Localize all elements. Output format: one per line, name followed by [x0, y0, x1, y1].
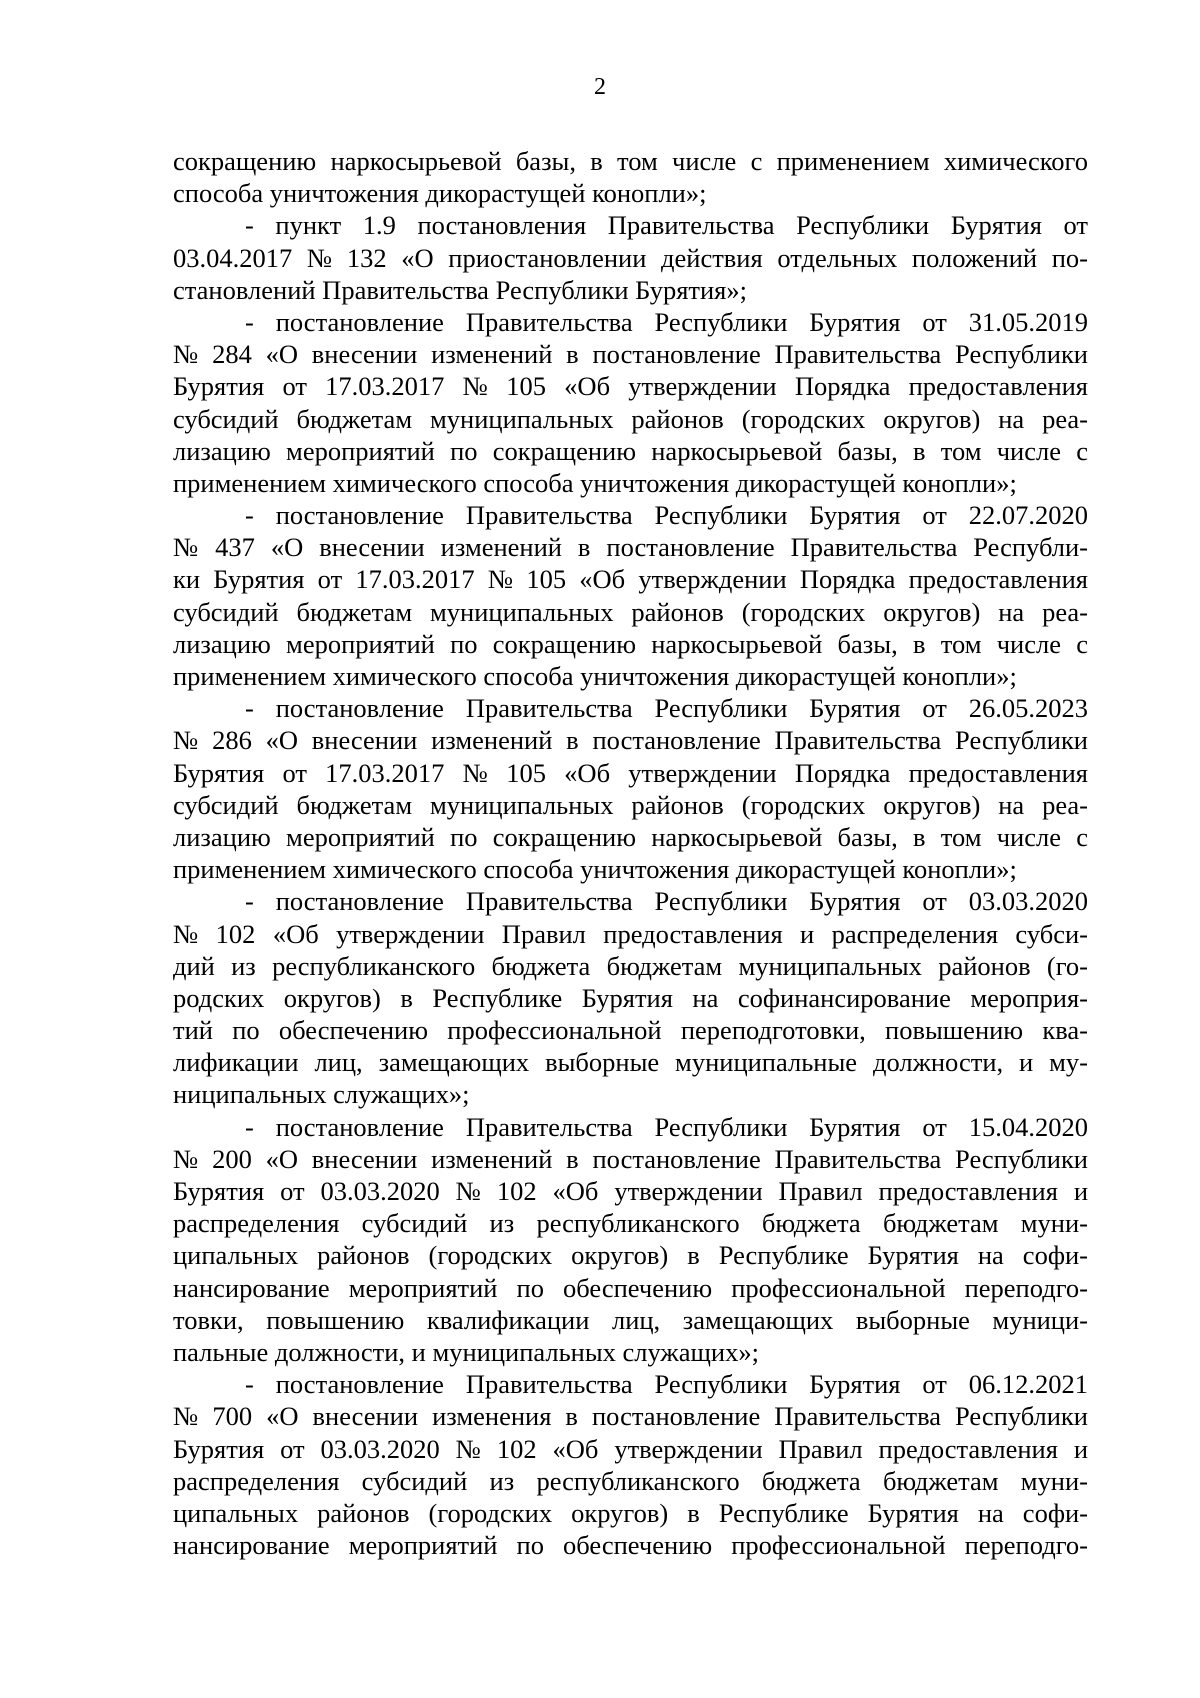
text-line: № 284 «О внесении изменений в постановление Правительства Республики [173, 339, 1088, 370]
text-line: субсидий бюджетам муниципальных районов (городских округов) на реа- [173, 403, 1088, 434]
text-line: субсидий бюджетам муниципальных районов (городских округов) на реа- [173, 789, 1088, 820]
text-line: распределения субсидий из республиканского бюджета бюджетам муни- [173, 1465, 1088, 1496]
list-item-start: - постановление Правительства Республики Бурятия от 03.03.2020 [245, 886, 1088, 917]
text-line: ципальных районов (городских округов) в Республике Бурятия на софи- [173, 1240, 1088, 1271]
text-line: № 437 «О внесении изменений в постановление Правительства Республи- [173, 532, 1088, 563]
text-line: Бурятия от 17.03.2017 № 105 «Об утверждении Порядка предоставления [173, 757, 1088, 788]
text-line: сокращению наркосырьевой базы, в том числе с применением химического [173, 146, 1088, 176]
page-number: 2 [594, 74, 606, 100]
text-line: № 200 «О внесении изменений в постановление Правительства Республики [173, 1143, 1088, 1174]
text-line: ципальных районов (городских округов) в Республике Бурятия на софи- [173, 1497, 1088, 1528]
text-line: товки, повышению квалификации лиц, замещающих выборные муници- [173, 1304, 1088, 1335]
text-line: № 102 «Об утверждении Правил предоставления и распределения субси- [173, 918, 1088, 949]
text-line: Бурятия от 03.03.2020 № 102 «Об утверждении Правил предоставления и [173, 1433, 1088, 1464]
text-line: Бурятия от 03.03.2020 № 102 «Об утверждении Правил предоставления и [173, 1176, 1088, 1206]
text-line: лизацию мероприятий по сокращению наркосырьевой базы, в том числе с [173, 821, 1088, 852]
text-line: нансирование мероприятий по обеспечению профессиональной переподго- [173, 1530, 1088, 1561]
text-line: применением химического способа уничтожения дикорастущей конопли»; [173, 854, 1017, 885]
text-line: лификации лиц, замещающих выборные муниципальные должности, и му- [173, 1047, 1088, 1078]
text-line: лизацию мероприятий по сокращению наркосырьевой базы, в том числе с [173, 435, 1088, 466]
text-line: лизацию мероприятий по сокращению наркосырьевой базы, в том числе с [173, 628, 1088, 659]
list-item-start: - пункт 1.9 постановления Правительства Республики Бурятия от [245, 210, 1088, 241]
text-line: пальные должности, и муниципальных служащих»; [173, 1336, 759, 1367]
list-item-start: - постановление Правительства Республики Бурятия от 15.04.2020 [245, 1111, 1088, 1142]
list-item-start: - постановление Правительства Республики Бурятия от 06.12.2021 [245, 1369, 1088, 1400]
text-line: Бурятия от 17.03.2017 № 105 «Об утверждении Порядка предоставления [173, 371, 1088, 402]
text-line: распределения субсидий из республиканского бюджета бюджетам муни- [173, 1208, 1088, 1239]
list-item-start: - постановление Правительства Республики Бурятия от 22.07.2020 [245, 500, 1088, 531]
text-line: 03.04.2017 № 132 «О приостановлении действия отдельных положений по- [173, 242, 1088, 273]
text-line: субсидий бюджетам муниципальных районов (городских округов) на реа- [173, 596, 1088, 627]
text-line: становлений Правительства Республики Бурятия»; [173, 274, 747, 305]
text-line: № 286 «О внесении изменений в постановление Правительства Республики [173, 725, 1088, 756]
text-line: № 700 «О внесении изменения в постановление Правительства Республики [173, 1401, 1088, 1432]
text-line: применением химического способа уничтожения дикорастущей конопли»; [173, 661, 1017, 691]
text-line: нансирование мероприятий по обеспечению профессиональной переподго- [173, 1272, 1088, 1303]
text-line: способа уничтожения дикорастущей конопли»; [173, 178, 707, 209]
text-line: применением химического способа уничтожения дикорастущей конопли»; [173, 467, 1017, 498]
list-item-start: - постановление Правительства Республики Бурятия от 26.05.2023 [245, 693, 1088, 724]
text-line: дий из республиканского бюджета бюджетам муниципальных районов (го- [173, 950, 1088, 981]
text-line: ниципальных служащих»; [173, 1079, 470, 1110]
document-body [173, 145, 1088, 1561]
list-item-start: - постановление Правительства Республики Бурятия от 31.05.2019 [245, 306, 1088, 337]
text-line: тий по обеспечению профессиональной переподготовки, повышению ква- [173, 1015, 1088, 1046]
text-line: родских округов) в Республике Бурятия на софинансирование мероприя- [173, 982, 1088, 1013]
text-line: ки Бурятия от 17.03.2017 № 105 «Об утверждении Порядка предоставления [173, 564, 1088, 595]
